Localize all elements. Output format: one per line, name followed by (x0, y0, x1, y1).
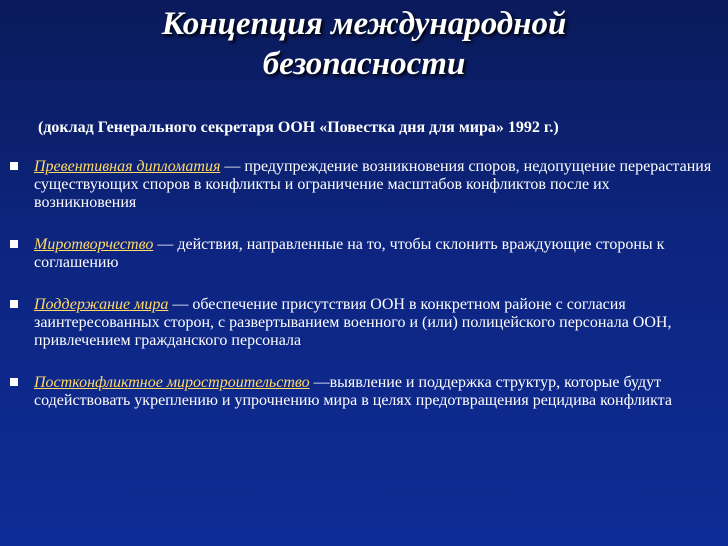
title-line-1: Концепция международной (161, 6, 567, 42)
term-link[interactable]: Миротворчество (34, 236, 154, 253)
square-bullet-icon (10, 300, 18, 308)
title-line-2: безопасности (262, 46, 466, 82)
square-bullet-icon (10, 240, 18, 248)
item-text: — действия, направленные на то, чтобы склонить враждующие стороны к соглашению (34, 236, 665, 271)
list-item-peacebuilding (10, 374, 715, 410)
slide-title (0, 4, 728, 84)
list-item-preventive-diplomacy (10, 158, 715, 212)
item-text: — предупреждение возникновения споров, недопущение перерастания существующих споров в конфликты и ограничение масштабов конфликтов после их возникновения (34, 158, 712, 211)
list-item-peacekeeping (10, 296, 715, 350)
bullet-list (10, 158, 715, 410)
square-bullet-icon (10, 162, 18, 170)
item-text: —выявление и поддержка структур, которые будут содействовать укреплению и упрочнению мира в целях предотвращения рецидива конфликта (34, 374, 672, 409)
list-item-peacemaking (10, 236, 715, 272)
term-link[interactable]: Превентивная дипломатия (34, 158, 221, 175)
term-link[interactable]: Постконфликтное миростроительство (34, 374, 310, 391)
square-bullet-icon (10, 378, 18, 386)
slide-subtitle: (доклад Генерального секретаря ООН «Повестка дня для мира» 1992 г.) (38, 119, 559, 136)
item-text: — обеспечение присутствия ООН в конкретном районе с согласия заинтересованных сторон, с развертыванием военного и (или) полицейского персонала ООН, привлечением гражданского персонала (34, 296, 672, 349)
term-link[interactable]: Поддержание мира (34, 296, 169, 313)
